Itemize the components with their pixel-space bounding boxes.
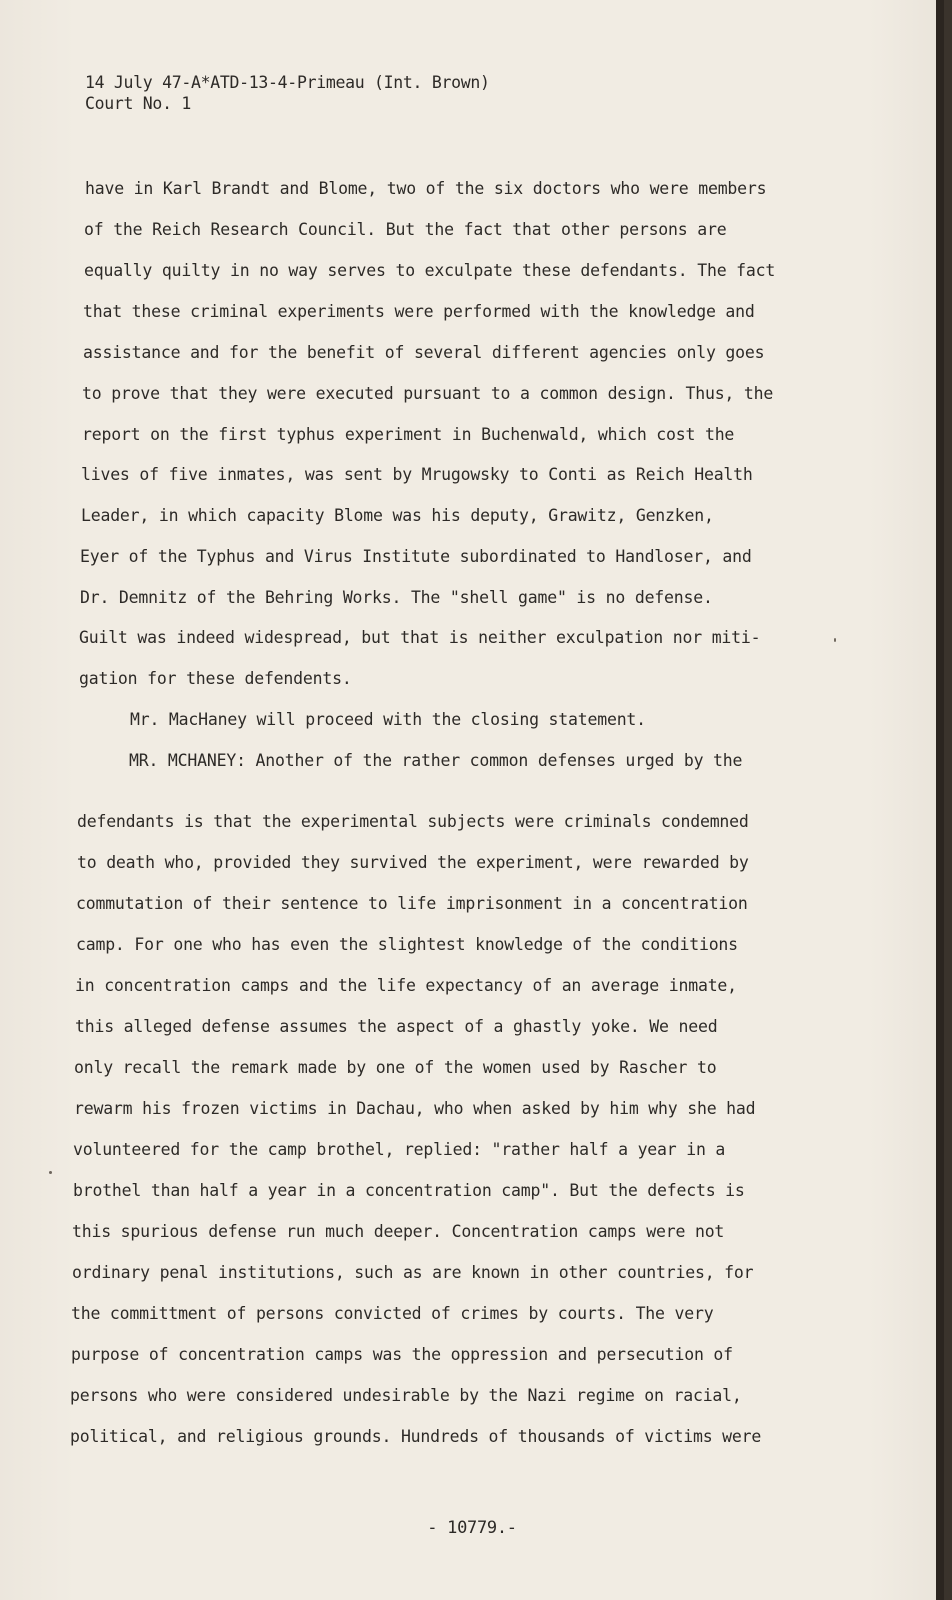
- body-line: report on the first typhus experiment in Buchenwald, which cost the: [82, 425, 735, 444]
- body-line: political, and religious grounds. Hundreds of thousands of victims were: [70, 1427, 762, 1446]
- body-line: this spurious defense run much deeper. Concentration camps were not: [72, 1222, 725, 1241]
- body-line: Leader, in which capacity Blome was his deputy, Grawitz, Genzken,: [81, 506, 714, 525]
- scan-border: [936, 0, 944, 1600]
- body-line: Dr. Demnitz of the Behring Works. The "shell game" is no defense.: [80, 588, 713, 607]
- body-line: equally quilty in no way serves to exculpate these defendants. The fact: [84, 261, 776, 280]
- body-line: ordinary penal institutions, such as are known in other countries, for: [72, 1263, 754, 1282]
- body-line: only recall the remark made by one of the women used by Rascher to: [74, 1058, 717, 1077]
- document-header: [85, 72, 490, 114]
- body-line: gation for these defendents.: [79, 669, 352, 688]
- body-line: Guilt was indeed widespread, but that is neither exculpation nor miti-: [79, 628, 761, 647]
- body-line: have in Karl Brandt and Blome, two of the six doctors who were members: [85, 179, 767, 198]
- scan-speck: [49, 1171, 52, 1174]
- body-line: to prove that they were executed pursuant to a common design. Thus, the: [82, 384, 774, 403]
- header-reference-line: 14 July 47-A*ATD-13-4-Primeau (Int. Brown): [85, 73, 490, 92]
- body-line: in concentration camps and the life expectancy of an average inmate,: [75, 976, 737, 995]
- body-line: assistance and for the benefit of several different agencies only goes: [83, 343, 765, 362]
- body-line: that these criminal experiments were performed with the knowledge and: [83, 302, 755, 321]
- page-number: - 10779.-: [427, 1518, 517, 1538]
- body-line: purpose of concentration camps was the oppression and persecution of: [71, 1345, 733, 1364]
- body-line: volunteered for the camp brothel, replied: "rather half a year in a: [73, 1140, 726, 1159]
- body-line: MR. MCHANEY: Another of the rather common defenses urged by the: [129, 751, 743, 770]
- body-line: this alleged defense assumes the aspect of a ghastly yoke. We need: [75, 1017, 718, 1036]
- header-court-line: Court No. 1: [85, 94, 191, 113]
- body-line: Eyer of the Typhus and Virus Institute subordinated to Handloser, and: [80, 547, 752, 566]
- body-line: brothel than half a year in a concentration camp". But the defects is: [73, 1181, 745, 1200]
- body-line: of the Reich Research Council. But the fact that other persons are: [84, 220, 727, 239]
- body-line: defendants is that the experimental subjects were criminals condemned: [77, 812, 749, 831]
- body-line: lives of five inmates, was sent by Mrugowsky to Conti as Reich Health: [81, 465, 753, 484]
- body-line: the committment of persons convicted of crimes by courts. The very: [71, 1304, 714, 1323]
- body-line: Mr. MacHaney will proceed with the closing statement.: [130, 710, 646, 729]
- scan-speck: [834, 638, 836, 642]
- body-line: rewarm his frozen victims in Dachau, who when asked by him why she had: [74, 1099, 756, 1118]
- body-line: to death who, provided they survived the experiment, were rewarded by: [77, 853, 749, 872]
- body-line: commutation of their sentence to life imprisonment in a concentration: [76, 894, 748, 913]
- body-line: camp. For one who has even the slightest knowledge of the conditions: [76, 935, 738, 954]
- body-line: persons who were considered undesirable by the Nazi regime on racial,: [70, 1386, 742, 1405]
